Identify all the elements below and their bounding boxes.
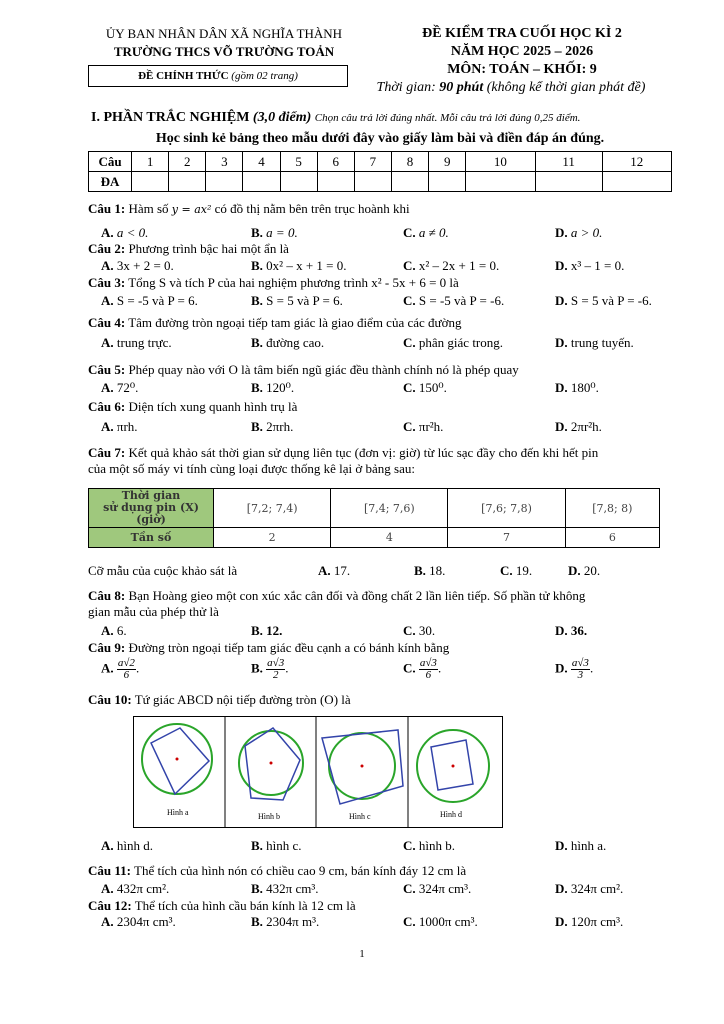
answer-table: [88, 151, 672, 192]
q7-option-c: [500, 563, 532, 579]
q11-option-b: [251, 881, 319, 897]
q12-option-b: [251, 914, 319, 930]
option-text: 19.: [515, 563, 533, 578]
q10-option-b: [251, 838, 302, 854]
option-letter: A.: [318, 563, 331, 578]
q12-option-c: [403, 914, 478, 930]
frequency-cell: 4: [331, 528, 448, 548]
page-number: 1: [359, 948, 365, 960]
question-label: Câu 9:: [88, 640, 126, 655]
question-text: Bạn Hoàng gieo một con xúc xắc cân đối và đồng chất 2 lần liên tiếp. Số phần tử không: [128, 588, 586, 603]
option-text: 17.: [333, 563, 351, 578]
frequency-label: Tần số: [89, 528, 214, 548]
q7-option-d: [568, 563, 600, 579]
question-text: Thể tích của hình cầu bán kính là 12 cm là: [134, 898, 356, 913]
figure-a: [142, 724, 212, 794]
question-label: Câu 7:: [88, 445, 126, 460]
fraction-numerator: a√3: [267, 657, 285, 669]
option-text: 2πrh.: [266, 419, 294, 434]
q10-option-a: [101, 838, 153, 854]
answer-table-number: 5: [280, 152, 317, 172]
option-letter: C.: [403, 335, 416, 350]
option-text: a > 0.: [570, 225, 603, 240]
option-letter: C.: [403, 623, 416, 638]
option-text: hình c.: [266, 838, 302, 853]
question-text: Phép quay nào với O là tâm biến ngũ giác đều thành chính nó là phép quay: [128, 362, 519, 377]
q9-option-d: D. $\frac{a√3}{3}$ .: [555, 657, 594, 681]
option-letter: D.: [555, 258, 568, 273]
q4-option-a: [101, 335, 172, 351]
question-label: Câu 8:: [88, 588, 126, 603]
question-6: [88, 399, 297, 415]
option-text: 2304π cm³.: [116, 914, 176, 929]
option-text: 18.: [429, 563, 446, 578]
question-label: Câu 5:: [88, 362, 126, 377]
q8-option-b: [251, 623, 282, 639]
q8-option-d: [555, 623, 587, 639]
option-letter: B.: [251, 660, 263, 676]
option-text: 1000π cm³.: [418, 914, 478, 929]
fraction-denominator: 2: [272, 669, 279, 681]
q11-option-d: [555, 881, 623, 897]
option-text: x² – 2x + 1 = 0.: [418, 258, 500, 273]
question-label: Câu 11:: [88, 863, 131, 878]
question-text: Tổng S và tích P của hai nghiệm phương trình x² - 5x + 6 = 0 là: [128, 275, 459, 290]
question-text: Kết quả khảo sát thời gian sử dụng liên tục (đơn vị: giờ) từ lúc sạc đầy cho đến khi hết pin: [128, 445, 599, 460]
q2-option-b: [251, 258, 346, 274]
answer-table-number: 8: [391, 152, 428, 172]
q10-option-c: [403, 838, 455, 854]
figure-d: [417, 730, 489, 802]
answer-cell: [354, 172, 391, 192]
option-text: a ≠ 0.: [418, 225, 449, 240]
option-letter: C.: [403, 419, 416, 434]
official-box: [88, 65, 348, 87]
option-letter: C.: [403, 914, 416, 929]
option-letter: D.: [555, 660, 568, 676]
answer-table-number: 7: [354, 152, 391, 172]
question-7: [88, 445, 598, 461]
option-text: 0x² – x + 1 = 0.: [266, 258, 347, 273]
option-letter: D.: [555, 914, 568, 929]
option-letter: B.: [251, 838, 263, 853]
option-text: a = 0.: [266, 225, 298, 240]
option-text: S = -5 và P = 6.: [116, 293, 198, 308]
answer-cell: [535, 172, 602, 192]
figure-c-label: Hình c: [349, 812, 371, 821]
q4-option-d: [555, 335, 634, 351]
answer-table-number: 12: [602, 152, 671, 172]
option-text: trung trực.: [116, 335, 172, 350]
q1-option-d: [555, 225, 602, 241]
q2-option-d: [555, 258, 624, 274]
option-letter: C.: [403, 838, 416, 853]
answer-cell: [429, 172, 466, 192]
option-letter: D.: [555, 293, 568, 308]
question-text: có đồ thị nằm bên trên trục hoành khi: [214, 201, 410, 216]
option-text: 72⁰.: [116, 380, 139, 395]
option-letter: C.: [403, 660, 416, 676]
option-letter: B.: [251, 380, 263, 395]
option-letter: A.: [101, 881, 114, 896]
option-text: 12.: [266, 623, 283, 638]
question-text: Đường tròn ngoại tiếp tam giác đều cạnh a có bánh kính bằng: [128, 640, 450, 655]
fraction-numerator: a√3: [571, 657, 589, 669]
question-text: Hàm số: [128, 201, 169, 216]
section-instruction: Học sinh kẻ bảng theo mẫu dưới đây vào giấy làm bài và điền đáp án đúng.: [155, 131, 605, 146]
question-11: [88, 863, 466, 879]
school-year: NĂM HỌC 2025 – 2026: [450, 44, 594, 59]
question-label: Câu 4:: [88, 315, 126, 330]
q10-option-d: [555, 838, 606, 854]
option-letter: B.: [251, 225, 263, 240]
q11-option-c: [403, 881, 471, 897]
q6-option-b: [251, 419, 293, 435]
official-label: ĐỀ CHÍNH THỨC: [138, 70, 229, 82]
q6-option-c: [403, 419, 443, 435]
option-text: 30.: [418, 623, 436, 638]
option-letter: D.: [555, 881, 568, 896]
figure-d-label: Hình d: [440, 810, 462, 819]
answer-cell: [317, 172, 354, 192]
fraction-denominator: 3: [577, 669, 584, 681]
answer-table-row-answer: [89, 172, 672, 192]
formula: y = ax²: [171, 203, 212, 216]
answer-table-number: 9: [429, 152, 466, 172]
question-8: [88, 588, 585, 604]
fraction-denominator: 6: [123, 669, 130, 681]
q5-option-b: [251, 380, 294, 396]
option-text: 120π cm³.: [570, 914, 624, 929]
question-4: [88, 315, 461, 331]
option-text: 36.: [570, 623, 588, 638]
q3-option-a: [101, 293, 198, 309]
frequency-table-row-freq: [89, 528, 660, 548]
answer-table-number: 2: [169, 152, 206, 172]
section-heading: [91, 110, 580, 126]
question-label: Câu 2:: [88, 241, 126, 256]
answer-table-number: 3: [206, 152, 243, 172]
question-text: Phương trình bậc hai một ẩn là: [128, 241, 289, 256]
question-label: Câu 12:: [88, 898, 132, 913]
option-letter: B.: [251, 258, 263, 273]
option-text: S = -5 và P = -6.: [418, 293, 505, 308]
option-letter: B.: [251, 293, 263, 308]
frequency-table: [88, 488, 660, 548]
answer-table-row-question: [89, 152, 672, 172]
exam-title: ĐỀ KIỂM TRA CUỐI HỌC KÌ 2: [422, 26, 622, 41]
frequency-cell: 6: [565, 528, 659, 548]
option-text: 2πr²h.: [570, 419, 602, 434]
q2-option-a: [101, 258, 174, 274]
answer-table-header: Câu: [89, 152, 132, 172]
interval-cell: [7,6; 7,8): [448, 489, 565, 528]
answer-cell: [132, 172, 169, 192]
question-label: Câu 1:: [88, 201, 126, 216]
question-3: [88, 275, 459, 291]
frequency-cell: 7: [448, 528, 565, 548]
answer-table-number: 1: [132, 152, 169, 172]
section-note: Chọn câu trả lời đúng nhất. Mỗi câu trả lời đúng 0,25 điểm.: [314, 112, 581, 124]
question-label: Câu 3:: [88, 275, 126, 290]
option-letter: A.: [101, 419, 114, 434]
option-letter: D.: [555, 335, 568, 350]
question-12: [88, 898, 356, 914]
option-text: x³ – 1 = 0.: [570, 258, 625, 273]
table-head-line: Thời gian: [121, 489, 181, 502]
answer-cell: [169, 172, 206, 192]
question-9: [88, 640, 449, 656]
question-1: [88, 201, 410, 217]
option-text: S = 5 và P = -6.: [570, 293, 652, 308]
q5-option-a: [101, 380, 138, 396]
option-letter: A.: [101, 914, 114, 929]
table-head-line: sử dụng pin (X): [103, 501, 199, 514]
option-letter: A.: [101, 623, 114, 638]
option-letter: B.: [251, 914, 263, 929]
section-points: (3,0 điểm): [252, 110, 312, 125]
option-text: trung tuyến.: [570, 335, 634, 350]
official-pages: (gồm 02 trang): [231, 70, 298, 82]
question-text: Tứ giác ABCD nội tiếp đường tròn (O) là: [134, 692, 351, 707]
figure-b: [239, 728, 303, 800]
question-10: [88, 692, 351, 708]
q8-option-a: [101, 623, 127, 639]
answer-cell: [466, 172, 535, 192]
frequency-table-header: [89, 489, 214, 528]
figure-c: [322, 730, 403, 804]
question-text: Diện tích xung quanh hình trụ là: [128, 399, 298, 414]
option-letter: A.: [101, 258, 114, 273]
q4-option-c: [403, 335, 503, 351]
q7-option-a: [318, 563, 350, 579]
option-letter: D.: [555, 380, 568, 395]
district-name: ỦY BAN NHÂN DÂN XÃ NGHĨA THÀNH: [105, 26, 343, 41]
question-7-line2: của một số máy vi tính cùng loại được thống kê lại ở bảng sau:: [88, 461, 415, 476]
q9-option-c: C. $\frac{a√3}{6}$ .: [403, 657, 442, 681]
q11-option-a: [101, 881, 169, 897]
option-text: πr²h.: [418, 419, 444, 434]
q8-option-c: [403, 623, 435, 639]
interval-cell: [7,8; 8): [565, 489, 659, 528]
option-letter: A.: [101, 660, 114, 676]
answer-table-number: 6: [317, 152, 354, 172]
option-text: 6.: [116, 623, 127, 638]
fraction-numerator: a√3: [419, 657, 437, 669]
question-2: [88, 241, 289, 257]
fraction: [266, 658, 285, 681]
q2-option-c: [403, 258, 499, 274]
answer-cell: [243, 172, 280, 192]
option-letter: A.: [101, 838, 114, 853]
fraction: [571, 658, 590, 681]
table-head-line: (giờ): [136, 513, 166, 526]
subject-grade: MÔN: TOÁN – KHỐI: 9: [447, 62, 597, 77]
answer-table-number: 4: [243, 152, 280, 172]
option-text: S = 5 và P = 6.: [266, 293, 343, 308]
question-label: Câu 6:: [88, 399, 126, 414]
option-text: 324π cm³.: [418, 881, 472, 896]
figure-b-label: Hình b: [258, 812, 280, 821]
q12-option-d: [555, 914, 623, 930]
q3-option-d: [555, 293, 652, 309]
option-text: hình d.: [116, 838, 154, 853]
option-text: hình a.: [570, 838, 607, 853]
exam-time: [346, 80, 676, 96]
option-letter: A.: [101, 380, 114, 395]
q12-option-a: [101, 914, 176, 930]
option-letter: B.: [251, 881, 263, 896]
option-letter: A.: [101, 225, 114, 240]
option-text: 2304π m³.: [266, 914, 320, 929]
option-text: hình b.: [418, 838, 456, 853]
option-letter: C.: [403, 380, 416, 395]
answer-cell: [602, 172, 671, 192]
option-letter: A.: [101, 335, 114, 350]
option-letter: A.: [101, 293, 114, 308]
q7-option-b: [414, 563, 445, 579]
q6-option-d: [555, 419, 602, 435]
interval-cell: [7,2; 7,4): [214, 489, 331, 528]
option-text: 432π cm³.: [266, 881, 319, 896]
option-letter: D.: [555, 419, 568, 434]
option-text: 180⁰.: [570, 380, 599, 395]
question-text: Thể tích của hình nón có chiều cao 9 cm, bán kính đáy 12 cm là: [134, 863, 467, 878]
option-text: 324π cm².: [570, 881, 624, 896]
option-text: 432π cm².: [116, 881, 170, 896]
option-letter: C.: [403, 258, 416, 273]
q9-option-a: A. $\frac{a√2}{6}$ .: [101, 657, 140, 681]
answer-table-number: 10: [466, 152, 535, 172]
fraction-denominator: 6: [425, 669, 432, 681]
frequency-table-row-intervals: [89, 489, 660, 528]
q4-option-b: [251, 335, 324, 351]
option-text: 20.: [583, 563, 601, 578]
option-text: phân giác trong.: [418, 335, 504, 350]
option-text: 120⁰.: [266, 380, 295, 395]
option-text: a < 0.: [116, 225, 149, 240]
option-letter: C.: [403, 293, 416, 308]
option-letter: B.: [251, 623, 263, 638]
fraction-numerator: a√2: [117, 657, 135, 669]
option-letter: C.: [500, 563, 513, 578]
q1-option-a: [101, 225, 148, 241]
fraction: [117, 658, 136, 681]
time-duration: 90 phút: [439, 80, 484, 95]
option-letter: D.: [555, 838, 568, 853]
option-letter: D.: [568, 563, 581, 578]
option-letter: B.: [251, 419, 263, 434]
q7-sample-question: Cỡ mẫu của cuộc khảo sát là: [88, 563, 238, 578]
q1-option-b: [251, 225, 298, 241]
answer-table-number: 11: [535, 152, 602, 172]
option-text: πrh.: [116, 419, 138, 434]
time-note: (không kể thời gian phát đề): [486, 80, 646, 95]
q9-option-b: B. $\frac{a√3}{2}$ .: [251, 657, 289, 681]
q3-option-c: [403, 293, 504, 309]
school-name: TRƯỜNG THCS VÕ TRƯỜNG TOẢN: [113, 44, 335, 59]
q1-option-c: [403, 225, 449, 241]
question-text: Tâm đường tròn ngoại tiếp tam giác là giao điểm của các đường: [128, 315, 462, 330]
option-text: 3x + 2 = 0.: [116, 258, 174, 273]
time-prefix: Thời gian:: [376, 80, 436, 95]
option-text: 150⁰.: [418, 380, 447, 395]
option-text: đường cao.: [266, 335, 325, 350]
answer-table-header: ĐA: [89, 172, 132, 192]
option-letter: B.: [414, 563, 426, 578]
option-letter: D.: [555, 225, 568, 240]
option-letter: B.: [251, 335, 263, 350]
figure-a-label: Hình a: [167, 808, 189, 817]
q6-option-a: [101, 419, 138, 435]
interval-cell: [7,4; 7,6): [331, 489, 448, 528]
question-label: Câu 10:: [88, 692, 132, 707]
fraction: [419, 658, 438, 681]
option-letter: C.: [403, 225, 416, 240]
q5-option-c: [403, 380, 447, 396]
answer-cell: [280, 172, 317, 192]
option-letter: D.: [555, 623, 568, 638]
frequency-cell: 2: [214, 528, 331, 548]
question-5: [88, 362, 519, 378]
section-title: I. PHẦN TRẮC NGHIỆM: [91, 110, 250, 125]
q3-option-b: [251, 293, 343, 309]
option-letter: C.: [403, 881, 416, 896]
question-8-line2: gian mẫu của phép thử là: [88, 604, 219, 619]
q5-option-d: [555, 380, 599, 396]
answer-cell: [391, 172, 428, 192]
answer-cell: [206, 172, 243, 192]
